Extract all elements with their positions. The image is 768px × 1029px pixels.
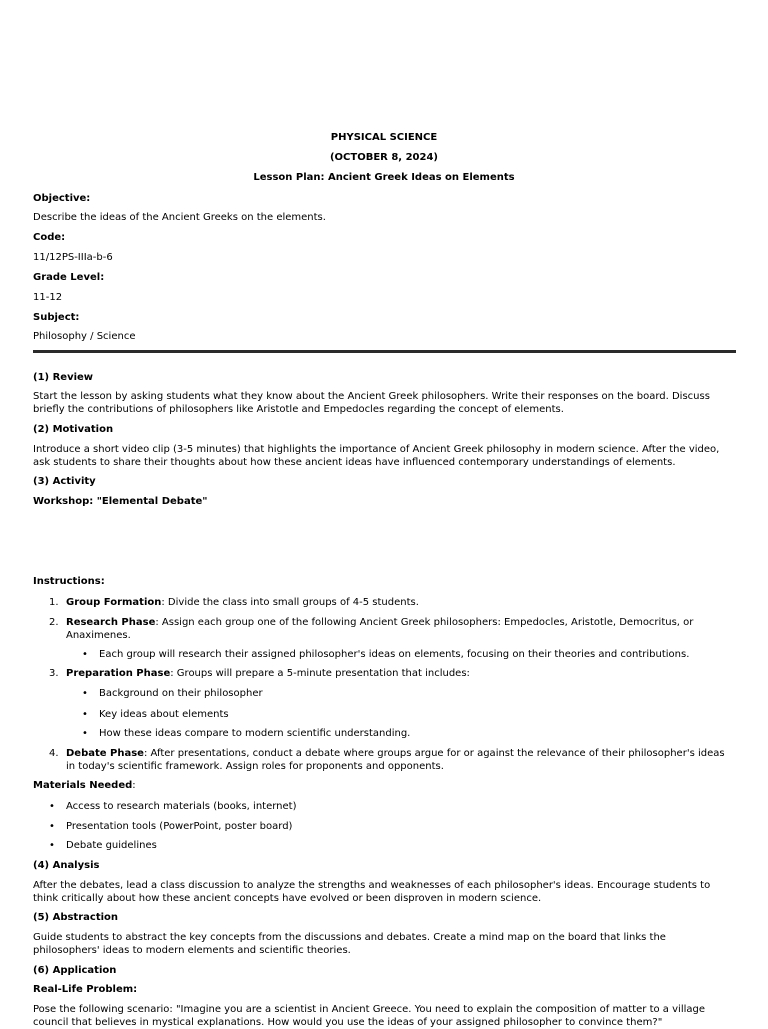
step-number: 3. bbox=[49, 668, 59, 679]
material-item: Debate guidelines bbox=[66, 840, 157, 851]
objective-label: Objective: bbox=[33, 193, 91, 204]
step-item bbox=[66, 596, 736, 609]
grade-value: 11-12 bbox=[33, 292, 63, 303]
step-title: Debate Phase bbox=[66, 748, 144, 759]
sub-item: Key ideas about elements bbox=[99, 709, 229, 720]
code-value: 11/12PS-IIIa-b-6 bbox=[33, 252, 113, 263]
materials-colon: : bbox=[132, 780, 136, 791]
application-text: Pose the following scenario: "Imagine you are a scientist in Ancient Greece. You need to explain the composition of matter to a village council that believes in mystical explanations. How would you use the ideas of your assigned philosopher to convince them?" bbox=[33, 1004, 705, 1028]
abstraction-heading: (5) Abstraction bbox=[33, 912, 119, 923]
bullet-icon: • bbox=[49, 840, 55, 851]
bullet-icon: • bbox=[49, 801, 55, 812]
plan-title: Lesson Plan: Ancient Greek Ideas on Elements bbox=[253, 172, 515, 183]
review-heading: (1) Review bbox=[33, 372, 94, 383]
materials-heading bbox=[33, 779, 136, 792]
instructions-label: Instructions: bbox=[33, 576, 105, 587]
materials-label: Materials Needed bbox=[33, 780, 133, 791]
material-item: Access to research materials (books, internet) bbox=[66, 801, 297, 812]
bullet-icon: • bbox=[82, 728, 88, 739]
step-text: : Assign each group one of the following Ancient Greek philosophers: Empedocles, Aristotle, Democritus, or Anaximenes. bbox=[66, 617, 694, 641]
sub-item: How these ideas compare to modern scientific understanding. bbox=[99, 728, 411, 739]
step-title: Research Phase bbox=[66, 617, 156, 628]
bullet-icon: • bbox=[82, 649, 88, 660]
step-item bbox=[66, 667, 736, 680]
step-text: : Groups will prepare a 5-minute presentation that includes: bbox=[170, 668, 470, 679]
application-heading: (6) Application bbox=[33, 965, 117, 976]
real-life-problem-label: Real-Life Problem: bbox=[33, 984, 138, 995]
motivation-heading: (2) Motivation bbox=[33, 424, 114, 435]
step-number: 1. bbox=[49, 597, 59, 608]
material-item: Presentation tools (PowerPoint, poster board) bbox=[66, 821, 293, 832]
bullet-icon: • bbox=[49, 821, 55, 832]
objective-value: Describe the ideas of the Ancient Greeks on the elements. bbox=[33, 212, 326, 223]
step-item bbox=[66, 747, 736, 773]
step-text: : After presentations, conduct a debate where groups argue for or against the relevance of their philosopher's ideas in today's scientific framework. Assign roles for proponents and opponents. bbox=[66, 748, 725, 772]
workshop-title: Workshop: "Elemental Debate" bbox=[33, 496, 208, 507]
step-number: 4. bbox=[49, 748, 59, 759]
code-label: Code: bbox=[33, 232, 66, 243]
step-item bbox=[66, 616, 736, 642]
step-text: : Divide the class into small groups of 4-5 students. bbox=[161, 597, 419, 608]
analysis-text: After the debates, lead a class discussion to analyze the strengths and weaknesses of each philosopher's ideas. Encourage students to think critically about how these ancient concepts have evolved or been disproven in modern science. bbox=[33, 880, 711, 904]
review-text: Start the lesson by asking students what they know about the Ancient Greek philosophers. Write their responses on the board. Discuss briefly the contributions of philosophers like Aristotle and Empedocles regarding the concept of elements. bbox=[33, 391, 710, 415]
section-divider bbox=[33, 350, 736, 353]
lesson-date: (OCTOBER 8, 2024) bbox=[329, 152, 438, 163]
grade-label: Grade Level: bbox=[33, 272, 105, 283]
sub-item: Each group will research their assigned philosopher's ideas on elements, focusing on their theories and contributions. bbox=[99, 649, 690, 660]
bullet-icon: • bbox=[82, 688, 88, 699]
subject-title: PHYSICAL SCIENCE bbox=[330, 132, 438, 143]
abstraction-text: Guide students to abstract the key concepts from the discussions and debates. Create a mind map on the board that links the philosophers' ideas to modern elements and scientific theories. bbox=[33, 932, 666, 956]
subject-value: Philosophy / Science bbox=[33, 331, 136, 342]
subject-label: Subject: bbox=[33, 312, 80, 323]
step-number: 2. bbox=[49, 617, 59, 628]
activity-heading: (3) Activity bbox=[33, 476, 96, 487]
analysis-heading: (4) Analysis bbox=[33, 860, 100, 871]
step-title: Preparation Phase bbox=[66, 668, 171, 679]
sub-item: Background on their philosopher bbox=[99, 688, 263, 699]
step-title: Group Formation bbox=[66, 597, 162, 608]
motivation-text: Introduce a short video clip (3-5 minutes) that highlights the importance of Ancient Greek philosophy in modern science. After the video, ask students to share their thoughts about how these ancient ideas have influenced contemporary understandings of elements. bbox=[33, 444, 720, 468]
bullet-icon: • bbox=[82, 709, 88, 720]
